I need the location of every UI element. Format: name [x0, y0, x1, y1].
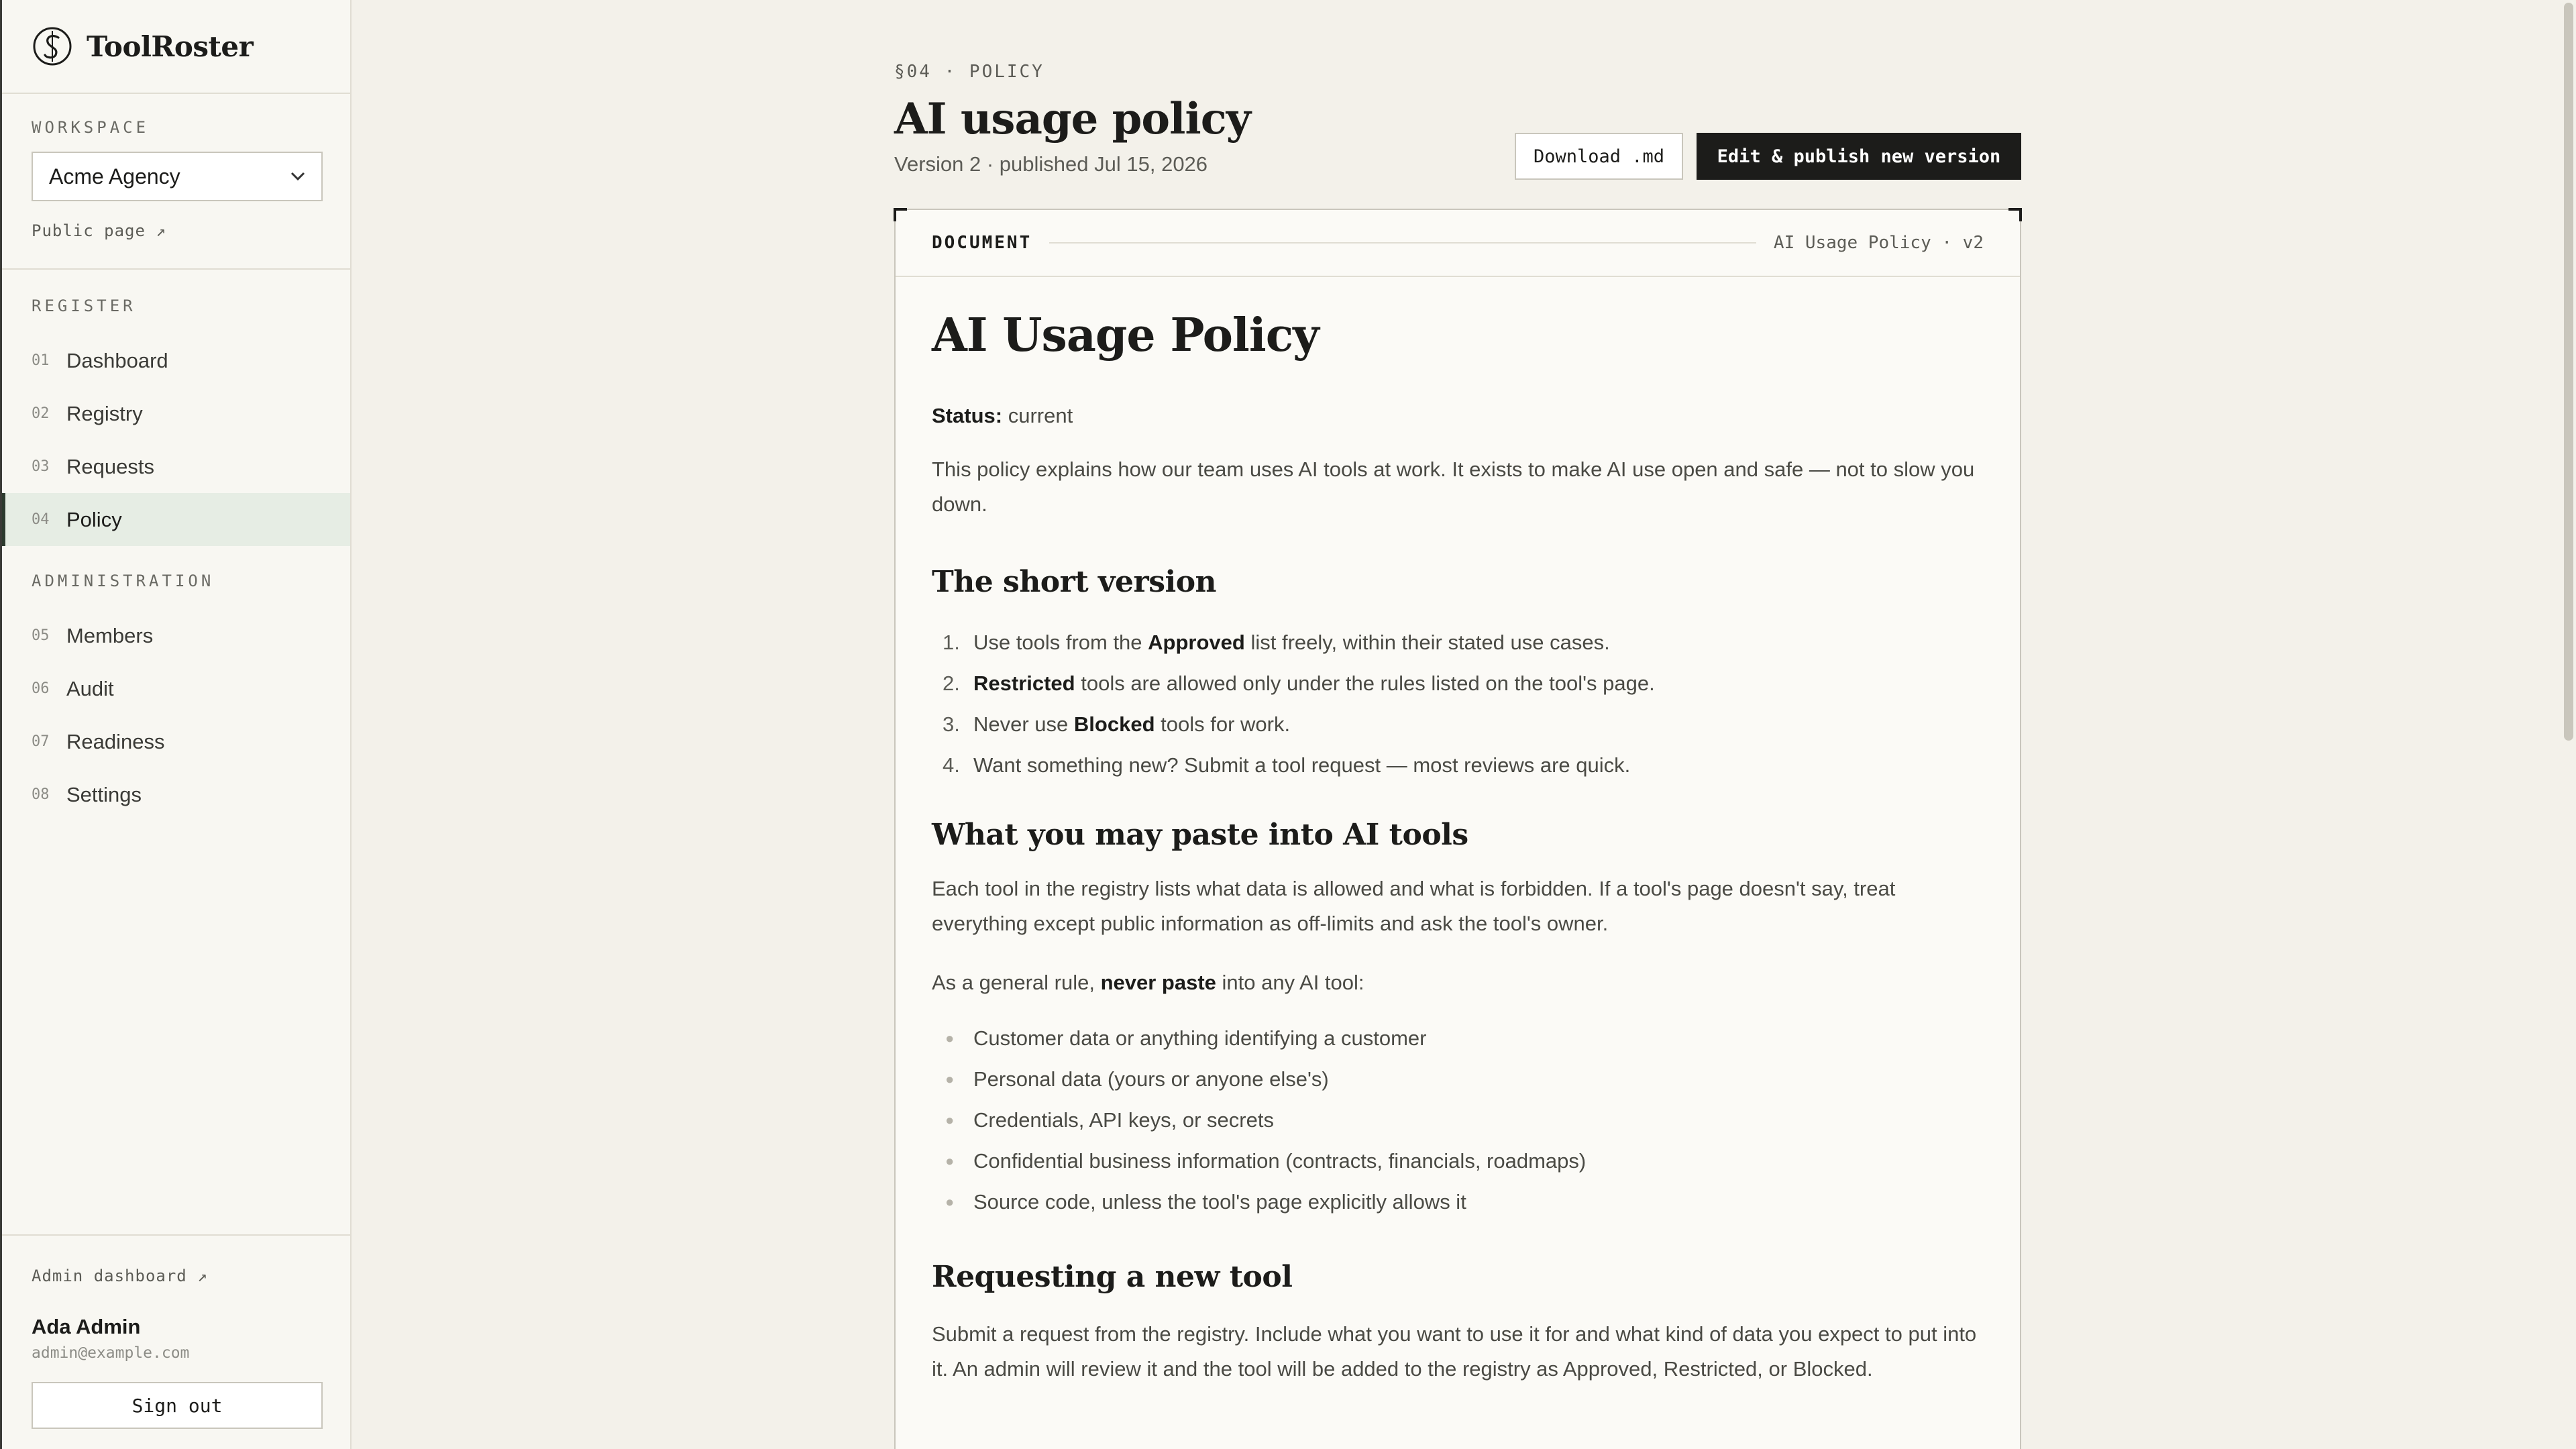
text-pre: As a general rule,	[932, 971, 1101, 995]
list-number: 2.	[943, 671, 960, 695]
sidebar-item-dashboard[interactable]	[2, 334, 350, 387]
list-item	[932, 1059, 1984, 1099]
sidebar-item-registry[interactable]	[2, 387, 350, 440]
list-text	[973, 622, 1610, 663]
text-bold: Blocked	[1073, 712, 1155, 736]
download-md-button[interactable]: Download .md	[1515, 133, 1683, 180]
sign-out-button[interactable]: Sign out	[32, 1382, 323, 1429]
nav-label: Registry	[66, 401, 143, 425]
nav-number: 02	[32, 405, 50, 422]
register-label: REGISTER	[32, 297, 136, 315]
list-item	[932, 1099, 1984, 1140]
brand[interactable]	[2, 0, 350, 94]
nav-label: Settings	[66, 782, 142, 806]
sidebar-item-settings[interactable]	[2, 768, 350, 821]
workspace-label: WORKSPACE	[32, 118, 150, 137]
text-bold: Approved	[1148, 630, 1245, 654]
list-item	[932, 1018, 1984, 1059]
heading-short-version: The short version	[932, 564, 1217, 599]
list-number: 3.	[943, 712, 960, 736]
document-header	[896, 210, 2020, 277]
administration-label: ADMINISTRATION	[32, 572, 215, 590]
workspace-select-value: Acme Agency	[49, 164, 180, 189]
status-value: current	[1008, 403, 1073, 427]
sidebar-item-requests[interactable]	[2, 440, 350, 493]
nav-number: 06	[32, 680, 50, 697]
edit-publish-button[interactable]: Edit & publish new version	[1697, 133, 2021, 180]
corner-mark	[894, 208, 907, 221]
request-paragraph: Submit a request from the registry. Include what you want to use it for and what kind of data you expect to put into it. An admin will review it and the tool will be added to the registry as Approved, Restricted, or Blocked.	[932, 1322, 1977, 1381]
nav-label: Audit	[66, 676, 114, 700]
never-paste-paragraph	[932, 965, 1984, 1000]
status-line	[932, 398, 1984, 433]
list-item	[932, 745, 1984, 786]
list-text: Confidential business information (contracts, financials, roadmaps)	[973, 1149, 1587, 1173]
text-bold: Restricted	[973, 671, 1075, 695]
never-paste-list	[932, 1018, 1984, 1222]
bullet: ●	[945, 1071, 955, 1088]
nav-number: 01	[32, 352, 50, 369]
list-item	[932, 1181, 1984, 1222]
user-email: admin@example.com	[32, 1344, 190, 1362]
list-text	[973, 704, 1290, 745]
short-version-list	[932, 622, 1984, 786]
list-text	[973, 663, 1655, 704]
public-page-link[interactable]: Public page ↗	[32, 221, 166, 240]
nav-number: 08	[32, 786, 50, 803]
chevron-down-icon	[290, 168, 305, 185]
main-content	[894, 0, 2021, 1381]
text-pre: Want something new? Submit a tool request — most reviews are quick.	[973, 753, 1631, 777]
list-text: Customer data or anything identifying a customer	[973, 1026, 1427, 1051]
bullet: ●	[945, 1112, 955, 1129]
workspace-select[interactable]	[32, 152, 323, 201]
sidebar-footer	[2, 1234, 350, 1449]
nav-number: 05	[32, 627, 50, 644]
list-text: Credentials, API keys, or secrets	[973, 1108, 1274, 1132]
nav-label: Members	[66, 623, 154, 647]
text-post: tools are allowed only under the rules listed on the tool's page.	[1075, 671, 1655, 695]
nav-number: 07	[32, 733, 50, 750]
paste-paragraph: Each tool in the registry lists what data is allowed and what is forbidden. If a tool's page doesn't say, treat everything except public information as off-limits and ask the tool's owner.	[932, 877, 1896, 936]
sidebar-item-audit[interactable]	[2, 662, 350, 715]
status-key: Status:	[932, 403, 1003, 427]
document-body	[896, 277, 2020, 1387]
nav-label: Readiness	[66, 729, 165, 753]
heading-request-tool: Requesting a new tool	[932, 1260, 1293, 1295]
corner-mark	[2008, 208, 2022, 221]
sidebar	[0, 0, 352, 1449]
section-eyebrow: §04 · POLICY	[894, 62, 1044, 82]
heading-paste: What you may paste into AI tools	[932, 817, 1468, 852]
nav-label: Dashboard	[66, 348, 168, 372]
list-text: Personal data (yours or anyone else's)	[973, 1067, 1329, 1091]
nav-label: Policy	[66, 507, 122, 531]
page-title: AI usage policy	[894, 94, 1250, 144]
list-text: Source code, unless the tool's page explicitly allows it	[973, 1190, 1466, 1214]
user-name: Ada Admin	[32, 1315, 141, 1338]
intro-paragraph: This policy explains how our team uses AI tools at work. It exists to make AI use open and safe — not to slow you down.	[932, 457, 1975, 516]
nav-label: Requests	[66, 454, 154, 478]
workspace-section	[2, 94, 350, 270]
list-item	[932, 622, 1984, 663]
sidebar-item-readiness[interactable]	[2, 715, 350, 768]
policy-document	[894, 209, 2021, 1449]
scrollbar-thumb[interactable]	[2564, 3, 2573, 741]
list-item	[932, 704, 1984, 745]
bullet: ●	[945, 1193, 955, 1211]
admin-dashboard-link[interactable]: Admin dashboard ↗	[32, 1267, 208, 1285]
document-label: DOCUMENT	[932, 233, 1032, 253]
text-pre: Never use	[973, 712, 1074, 736]
header-divider	[1049, 242, 1756, 244]
text-post: list freely, within their stated use cases.	[1244, 630, 1610, 654]
list-number: 1.	[943, 630, 960, 654]
sidebar-item-members[interactable]	[2, 609, 350, 662]
brand-name: ToolRoster	[87, 30, 254, 63]
list-number: 4.	[943, 753, 960, 777]
version-line: Version 2 · published Jul 15, 2026	[894, 152, 1208, 176]
page-scrollbar[interactable]	[2561, 0, 2576, 1449]
sidebar-item-policy[interactable]	[2, 493, 350, 546]
list-item	[932, 1140, 1984, 1181]
sidebar-nav	[2, 270, 350, 821]
nav-number: 04	[32, 511, 50, 528]
text-post: into any AI tool:	[1216, 971, 1364, 995]
list-item	[932, 663, 1984, 704]
bullet: ●	[945, 1152, 955, 1170]
toolroster-logo-icon	[32, 25, 73, 67]
text-post: tools for work.	[1155, 712, 1291, 736]
text-pre: Use tools from the	[973, 630, 1148, 654]
document-title: AI Usage Policy	[932, 309, 1319, 362]
bullet: ●	[945, 1030, 955, 1047]
text-bold: never paste	[1100, 971, 1216, 995]
nav-number: 03	[32, 458, 50, 475]
list-text	[973, 745, 1630, 786]
document-meta: AI Usage Policy · v2	[1773, 233, 1984, 253]
